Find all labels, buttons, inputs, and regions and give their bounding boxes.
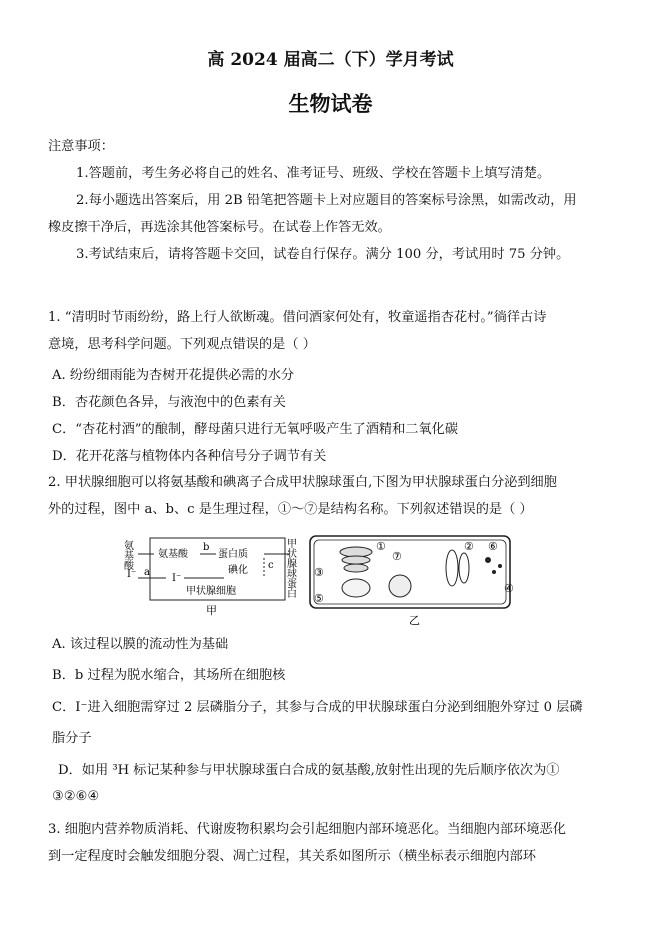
marker-2: ② — [464, 540, 474, 553]
vesicle — [492, 570, 496, 574]
exam-title: 高 2024 届高二（下）学月考试 — [207, 50, 454, 70]
process-b-label: b — [203, 542, 210, 553]
iodide-inside: I⁻ — [172, 573, 182, 584]
note-item: 橡皮擦干净后，再选涂其他答案标号。在试卷上作答无效。 — [48, 220, 391, 235]
subject-title: 生物试卷 — [288, 91, 373, 116]
nucleus-structure — [389, 575, 411, 597]
golgi-structure — [459, 553, 469, 583]
note-item: 1.答题前，考生务必将自己的姓名、准考证号、班级、学校在答题卡上填写清楚。 — [76, 166, 551, 181]
mitochondrion — [342, 579, 370, 597]
vesicle — [485, 557, 491, 563]
protein-label: 蛋白质 — [218, 549, 248, 560]
q3-stem: 3. 细胞内营养物质消耗、代谢废物积累均会引起细胞内部环境恶化。当细胞内部环境恶化 — [48, 822, 566, 837]
q1-stem: 意境，思考科学问题。下列观点错误的是（ ） — [48, 337, 316, 352]
process-c-label: c — [268, 560, 274, 571]
marker-3: ③ — [314, 566, 324, 579]
marker-7: ⑦ — [392, 550, 402, 563]
q1-option-c: C．“杏花村酒”的酿制，酵母菌只进行无氧呼吸产生了酒精和二氧化碳 — [52, 422, 459, 437]
q3-stem: 到一定程度时会触发细胞分裂、凋亡过程，其关系如图所示（横坐标表示细胞内部环 — [48, 849, 536, 864]
marker-6: ⑥ — [488, 540, 498, 553]
vesicle — [498, 564, 502, 568]
note-item: 2.每小题选出答案后，用 2B 铅笔把答题卡上对应题目的答案标号涂黑，如需改动，用 — [76, 193, 577, 208]
q2-stem: 2. 甲状腺细胞可以将氨基酸和碘离子合成甲状腺球蛋白,下图为甲状腺球蛋白分泌到细胞 — [48, 475, 557, 490]
cell-boundary — [310, 536, 510, 608]
input-amino-acid: 氨基酸 — [121, 540, 133, 570]
marker-1: ① — [376, 540, 386, 553]
q2-option-d: D．如用 ³H 标记某种参与甲状腺球蛋白合成的氨基酸,放射性出现的先后顺序依次为① — [58, 763, 560, 778]
figure-caption-left: 甲 — [206, 604, 217, 617]
amino-acid-label: 氨基酸 — [158, 549, 188, 560]
er-structure — [344, 564, 368, 572]
product-label: 甲状腺球蛋白 — [284, 538, 296, 598]
note-item: 3.考试结束后，请将答题卡交回，试卷自行保存。满分 100 分，考试用时 75 分钟。 — [76, 247, 570, 262]
marker-5: ⑤ — [314, 592, 324, 605]
q1-stem: 1. “清明时节雨纷纷，路上行人欲断魂。借问酒家何处有，牧童遥指杏花村。”徜徉古诗 — [48, 310, 547, 325]
q2-figure — [121, 528, 524, 628]
q2-option-b: B．b 过程为脱水缩合，其场所在细胞核 — [52, 668, 286, 683]
cell-name-label: 甲状腺细胞 — [186, 586, 236, 597]
q2-stem: 外的过程，图中 a、b、c 是生理过程，①～⑦是结构名称。下列叙述错误的是（ ） — [48, 502, 533, 517]
marker-4: ④ — [504, 582, 514, 595]
q1-option-b: B．杏花颜色各异，与液泡中的色素有关 — [52, 395, 286, 410]
q2-option-c-cont: 脂分子 — [52, 731, 92, 746]
notes-heading: 注意事项： — [48, 139, 114, 154]
q2-option-c: C．I⁻进入细胞需穿过 2 层磷脂分子，其参与合成的甲状腺球蛋白分泌到细胞外穿过 0 层磷 — [52, 700, 583, 715]
q1-option-a: A. 纷纷细雨能为杏树开花提供必需的水分 — [52, 368, 295, 383]
input-iodide: I⁻ — [127, 569, 137, 580]
golgi-structure — [446, 550, 458, 586]
q2-option-d-cont: ③②⑥④ — [52, 789, 100, 804]
iodination-label: 碘化 — [228, 565, 248, 576]
figure-caption-right: 乙 — [409, 614, 420, 627]
process-a-label: a — [144, 567, 150, 578]
er-structure — [342, 556, 370, 564]
q1-option-d: D．花开花落与植物体内各种信号分子调节有关 — [52, 449, 327, 464]
q2-option-a: A. 该过程以膜的流动性为基础 — [52, 637, 229, 652]
